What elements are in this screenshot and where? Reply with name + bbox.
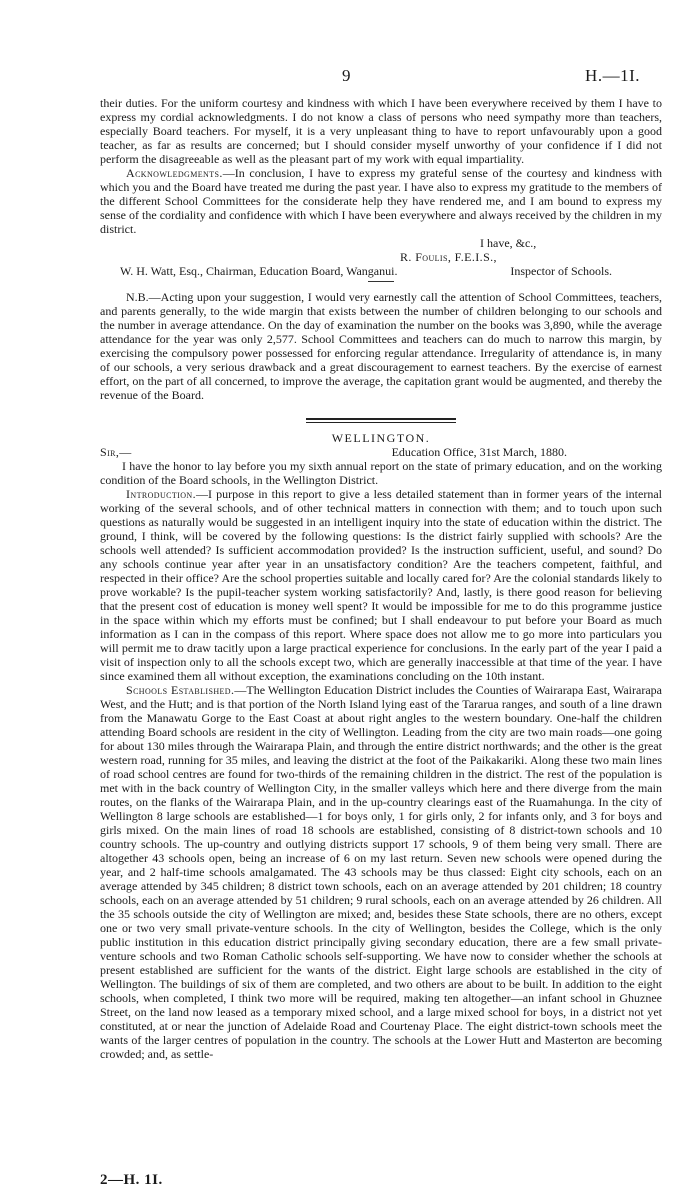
acknowledgments-heading: Acknowledgments. bbox=[126, 166, 223, 180]
office-date: Education Office, 31st March, 1880. bbox=[391, 445, 567, 459]
addressee: W. H. Watt, Esq., Chairman, Education Board, Wanganui. bbox=[120, 264, 398, 278]
signature-line bbox=[100, 250, 662, 264]
signature-mark: 2—H. 1I. bbox=[100, 1172, 163, 1188]
schools-established-paragraph bbox=[100, 683, 662, 1061]
schools-established-text: —The Wellington Education District includes the Counties of Wairarapa East, Wairarapa West, and the Hutt; and is that portion of the North Island lying east of the Tararua ranges, and south of a line drawn from the Manawatu Gorge to the East Coast at about right angles to the western boundary. One-half the children attending Board schools are resident in the city of Wellington. Leading from the city are two main roads—one going for about 130 miles through the Wairarapa Plain, and through the entire district northwards; and the other is the great western road, running for 35 miles, and leaving the district at the foot of the Paikakariki. Along these two main lines of road school centres are found for two-thirds of the remaining children in the district. The rest of the population is met with in the back country of Wellington City, in the smaller valleys which here and there diverge from the main routes, on the flanks of the Wairarapa Plain, and in the up-country clearings east of the Ruamahunga. In the city of Wellington 8 large schools are established—1 for boys only, 1 for girls only, 2 for infants only, and 3 for boys and girls mixed. On the main lines of road 18 schools are established, consisting of 8 district-town schools and 10 country schools. The up-country and outlying districts support 17 schools, 9 of them being very small. There are altogether 43 schools open, being an increase of 6 on my last return. Seven new schools were opened during the year, and 2 half-time schools amalgamated. The 43 schools may be thus classed: Eight city schools, each on an average attended by 345 children; 8 district town schools, each on an average attended by 201 children; 18 country schools, each on an average attended by 51 children; 9 rural schools, each on an average attended by 26 children. All the 35 schools outside the city of Wellington are mixed; and, besides these State schools, there are no others, except one or two very small private-venture schools. In the city of Wellington, besides the College, which is the only public institution in this education district principally giving secondary education, there are a few small private-venture schools and two Roman Catholic schools self-supporting. We have now to consider whether the schools at present established are sufficient for the wants of the district. Eight large schools are established in the city of Wellington. The buildings of six of them are completed, and two others are about to be built. In addition to the eight schools, when completed, I think two more will be required, making ten altogether—an infant school in Ghuznee Street, on the land now leased as a temporary mixed school, and a large mixed school for boys, in a district not yet constituted, at or near the junction of Adelaide Road and Courtenay Place. The eight district-town schools meet the wants of the larger centres of population in the country. The schools at the Lower Hutt and Masterton are becoming crowded; and, as settle- bbox=[100, 683, 662, 1061]
acknowledgments-text: —In conclusion, I have to express my grateful sense of the courtesy and kindness with which you and the Board have treated me during the past year. I have also to express my gratitude to the members of the different School Committees for the considerate help they have rendered me, and I am bound to express my sense of the cordiality and confidence with which I have been everywhere and always received by the children in my district. bbox=[100, 166, 662, 236]
short-divider bbox=[368, 281, 394, 282]
page-header bbox=[0, 66, 700, 88]
nota-bene-paragraph: N.B.—Acting upon your suggestion, I would very earnestly call the attention of School Committees, teachers, and parents generally, to the wide margin that exists between the number of children belonging to our schools and the number in average attendance. On the day of examination the number on the books was 3,890, while the average attendance for the year was only 2,577. School Committees and teachers can do much to narrow this margin, by exercising the compulsory power possessed for enforcing regular attendance. Irregularity of attendance is, in many of our schools, a very serious drawback and a great discouragement to earnest teachers. By the exercise of earnest effort, on the part of all concerned, to improve the average, the capitation grant would be augmented, and thereby the revenue of the Board. bbox=[100, 290, 662, 402]
salutation: Sir,— bbox=[100, 445, 132, 459]
signer-title: Inspector of Schools. bbox=[510, 264, 612, 278]
salutation-line bbox=[100, 445, 662, 459]
introduction-heading: Introduction. bbox=[126, 487, 196, 501]
introduction-paragraph bbox=[100, 487, 662, 683]
schools-established-heading: Schools Established. bbox=[126, 683, 235, 697]
introduction-text: —I purpose in this report to give a less detailed statement than in former years of the internal working of the several schools, and of other technical matters in connection with them; and to touch upon such questions as naturally would be suggested in an intelligent inquiry into the state of education within the district. The ground, I think, will be covered by the following questions: Is the district fairly supplied with schools? Are the schools well attended? Is sufficient accommodation provided? Is the instruction sufficient, useful, and sound? Do any schools continue year after year in an unsatisfactory condition? Are the teachers competent, faithful, and respected in their office? Are the school properties suitable and locally cared for? Are the colonial standards likely to prove workable? Is the pupil-teacher system working satisfactorily? And, lastly, is there good reason for believing that the present cost of education is money well spent? It would be impossible for me to do this programme justice in the space within which my efforts must be confined; but I shall endeavour to put before your Board as much information as I can in the compass of this report. Where space does not allow me to go more into particulars you will permit me to draw tacitly upon a large practical experience for conclusions. In the early part of the year I paid a visit of inspection only to all the schools except two, which are generally inaccessible at that time of the year. I have since examined them all without exception, the examinations concluding on the 10th instant. bbox=[100, 487, 662, 683]
letter-closing: I have, &c., bbox=[480, 236, 537, 250]
opening-paragraph: I have the honor to lay before you my sixth annual report on the state of primary education, and on the working condition of the Board schools, in the Wellington District. bbox=[100, 459, 662, 487]
document-body bbox=[100, 96, 662, 1061]
inspector-signature: R. Foulis, F.E.I.S., bbox=[400, 250, 497, 264]
address-line bbox=[100, 264, 662, 278]
report-continuation-paragraph: their duties. For the uniform courtesy and kindness with which I have been everywhere received by them I have to express my cordial acknowledgments. I do not know a class of persons who need sympathy more than teachers, especially Board teachers. For myself, it is a very unpleasant thing to have to report unfavourably upon a good teacher, as far as results are concerned; but I should consider myself unworthy of your confidence if I did not perform the disagreeable as well as the pleasant part of my work with equal impartiality. bbox=[100, 96, 662, 166]
acknowledgments-paragraph bbox=[100, 166, 662, 236]
page-number: 9 bbox=[342, 66, 351, 85]
section-divider bbox=[306, 418, 456, 423]
document-reference: H.—1I. bbox=[585, 66, 640, 85]
section-title: WELLINGTON. bbox=[331, 431, 431, 445]
